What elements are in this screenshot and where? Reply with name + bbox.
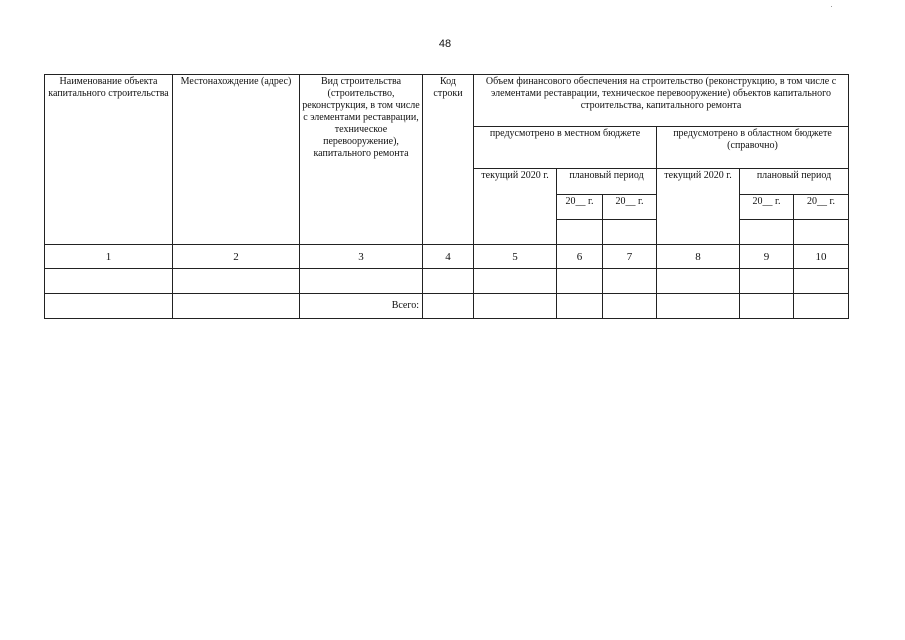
header-planned-regional: плановый период (740, 169, 849, 195)
table-cell (474, 269, 557, 294)
column-number-row (45, 245, 849, 269)
total-row (45, 294, 849, 319)
table-cell (603, 269, 657, 294)
table-cell (423, 269, 474, 294)
column-number: 4 (423, 245, 474, 269)
header-planned-local: плановый период (557, 169, 657, 195)
table-cell (740, 294, 794, 319)
table-cell (423, 294, 474, 319)
header-year-1: 20__ г. (557, 195, 603, 220)
page-number: 48 (438, 38, 452, 50)
table-cell (794, 269, 849, 294)
table-cell (657, 269, 740, 294)
table-cell (657, 294, 740, 319)
header-blank-cell (603, 220, 657, 245)
header-location: Местонахождение (адрес) (173, 75, 300, 245)
column-number: 3 (300, 245, 423, 269)
column-number: 8 (657, 245, 740, 269)
table-row (45, 269, 849, 294)
header-blank-cell (557, 220, 603, 245)
header-year-4: 20__ г. (794, 195, 849, 220)
header-financing-volume: Объем финансового обеспечения на строительство (реконструкцию, в том числе с элементами реставрации, техническое перевооружение) объектов капитального строительства, капитального ремонта (474, 75, 849, 127)
header-current-regional: текущий 2020 г. (657, 169, 740, 245)
table-cell (557, 269, 603, 294)
table-cell (300, 269, 423, 294)
header-blank-cell (740, 220, 794, 245)
header-blank-cell (794, 220, 849, 245)
header-year-3: 20__ г. (740, 195, 794, 220)
table-cell (173, 294, 300, 319)
header-construction-type: Вид строительства (строительство, реконструкция, в том числе с элементами реставрации, техническое перевооружение), капитального ремонта (300, 75, 423, 245)
column-number: 10 (794, 245, 849, 269)
table-cell (557, 294, 603, 319)
table-cell (45, 294, 173, 319)
header-object-name: Наименование объекта капитального строительства (45, 75, 173, 245)
column-number: 2 (173, 245, 300, 269)
total-label: Всего: (300, 294, 423, 319)
header-year-2: 20__ г. (603, 195, 657, 220)
table-cell (45, 269, 173, 294)
column-number: 1 (45, 245, 173, 269)
column-number: 5 (474, 245, 557, 269)
table-cell (794, 294, 849, 319)
table-cell (173, 269, 300, 294)
table-cell (603, 294, 657, 319)
header-current-local: текущий 2020 г. (474, 169, 557, 245)
scan-speck (831, 6, 832, 7)
header-local-budget: предусмотрено в местном бюджете (474, 127, 657, 169)
column-number: 7 (603, 245, 657, 269)
table-cell (740, 269, 794, 294)
table-cell (474, 294, 557, 319)
column-number: 9 (740, 245, 794, 269)
header-regional-budget: предусмотрено в областном бюджете (справочно) (657, 127, 849, 169)
financing-table (44, 74, 849, 319)
header-row-code: Код строки (423, 75, 474, 245)
column-number: 6 (557, 245, 603, 269)
